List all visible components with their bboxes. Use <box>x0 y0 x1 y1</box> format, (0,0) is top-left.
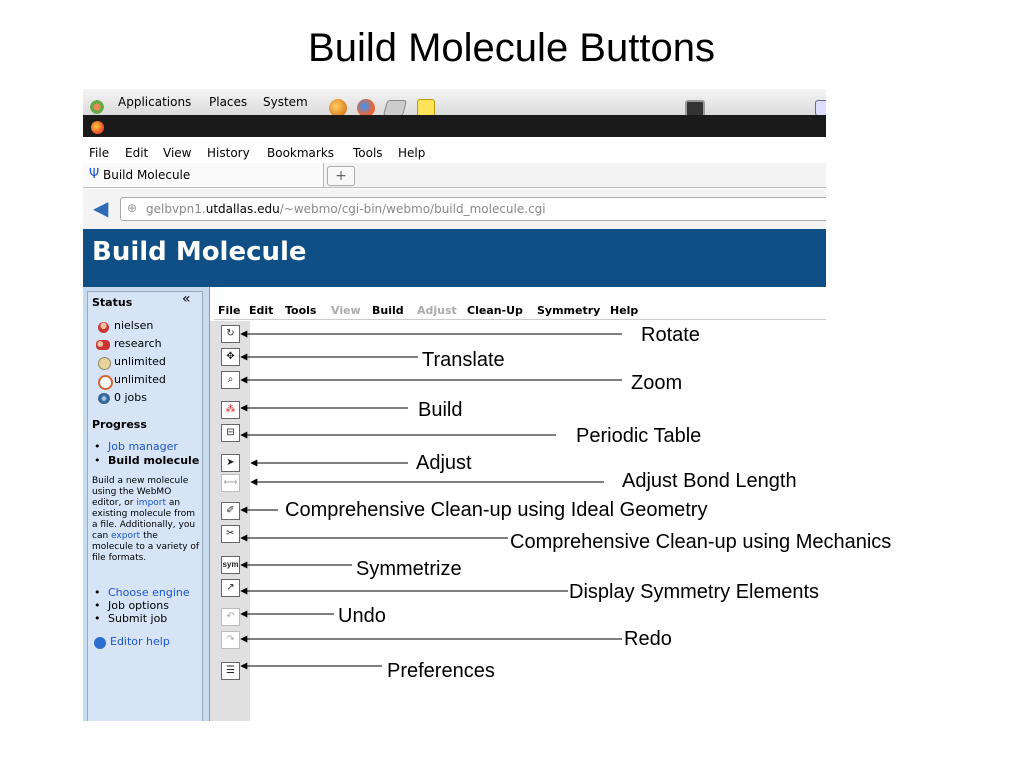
browser-menu-tools[interactable]: Tools <box>353 146 383 160</box>
editor-menu-view[interactable]: View <box>331 304 361 317</box>
status-group: research <box>114 337 162 350</box>
menu-places[interactable]: Places <box>209 95 248 109</box>
callout-symmetrize: Symmetrize <box>356 558 462 580</box>
webmo-tab-icon: Ψ <box>89 167 100 182</box>
pointer-icon: ➤ <box>226 457 235 468</box>
url-path: /~webmo/cgi-bin/webmo/build_molecule.cgi <box>279 202 546 216</box>
url-domain: utdallas.edu <box>205 202 280 216</box>
browser-menu-help[interactable]: Help <box>398 146 426 160</box>
menu-system[interactable]: System <box>263 95 308 109</box>
editor-menu-build[interactable]: Build <box>372 304 404 317</box>
editor-menu-symmetry[interactable]: Symmetry <box>537 304 601 317</box>
broom-icon: ✐ <box>226 505 235 516</box>
editor-menu-cleanup[interactable]: Clean-Up <box>467 304 523 317</box>
plus-icon: + <box>335 168 347 184</box>
browser-menu-file[interactable]: File <box>89 146 110 160</box>
status-jobs: 0 jobs <box>114 391 147 404</box>
back-arrow-icon[interactable]: ◀ <box>93 196 109 220</box>
url-host: gelbvpn1. <box>146 202 206 216</box>
wrench-icon: ✂ <box>226 528 235 539</box>
page-title: Build Molecule <box>92 237 307 267</box>
status-cpu-limit: unlimited <box>114 373 166 386</box>
browser-menu-history[interactable]: History <box>207 146 250 160</box>
periodic-table-icon: ⊟ <box>226 427 235 438</box>
globe-icon: ⊕ <box>127 201 138 215</box>
callout-cleanup-geometry: Comprehensive Clean-up using Ideal Geometry <box>285 499 708 521</box>
menu-applications[interactable]: Applications <box>118 95 192 109</box>
atom-icon: ⁂ <box>225 404 236 415</box>
list-icon: ☰ <box>226 665 235 676</box>
callout-zoom: Zoom <box>631 372 683 394</box>
description-text: Build a new molecule using the WebMO editor, or <box>92 476 189 508</box>
bullet-icon: • <box>94 599 101 612</box>
callout-redo: Redo <box>624 628 672 650</box>
callout-build: Build <box>418 399 463 421</box>
zoom-icon: ⌕ <box>227 374 234 385</box>
editor-menu-help[interactable]: Help <box>610 304 639 317</box>
bullet-icon: • <box>94 454 101 467</box>
callout-undo: Undo <box>338 605 386 627</box>
progress-heading: Progress <box>92 418 147 431</box>
bond-length-icon: ⟷ <box>223 477 238 488</box>
callout-periodic-table: Periodic Table <box>576 425 702 447</box>
export-link[interactable]: export <box>111 531 141 541</box>
job-manager-link[interactable]: Job manager <box>108 440 178 453</box>
editor-menu-file[interactable]: File <box>218 304 241 317</box>
callout-preferences: Preferences <box>387 660 495 682</box>
rotate-icon: ↻ <box>226 328 235 339</box>
editor-help-link[interactable]: Editor help <box>110 635 170 648</box>
status-heading: Status <box>92 296 133 309</box>
callout-adjust-bond-length: Adjust Bond Length <box>622 470 797 492</box>
import-link[interactable]: import <box>136 498 167 508</box>
submit-job-step: Submit job <box>108 612 168 625</box>
bullet-icon: • <box>94 612 101 625</box>
slide-title: Build Molecule Buttons <box>308 26 715 70</box>
callout-adjust: Adjust <box>416 452 472 474</box>
browser-menu-bookmarks[interactable]: Bookmarks <box>267 146 335 160</box>
tab-title: Build Molecule <box>103 168 191 182</box>
browser-menu-edit[interactable]: Edit <box>125 146 149 160</box>
editor-menu-edit[interactable]: Edit <box>249 304 274 317</box>
translate-icon: ✥ <box>226 351 235 362</box>
job-options-step: Job options <box>108 599 169 612</box>
callout-translate: Translate <box>422 349 505 371</box>
choose-engine-link[interactable]: Choose engine <box>108 586 190 599</box>
editor-menu-adjust[interactable]: Adjust <box>417 304 457 317</box>
build-molecule-step: Build molecule <box>108 454 200 467</box>
collapse-button[interactable]: « <box>182 291 191 307</box>
description-text: the molecule to a variety of file formats. <box>92 531 200 563</box>
callout-cleanup-mechanics: Comprehensive Clean-up using Mechanics <box>510 531 892 553</box>
redo-icon: ↷ <box>226 634 235 645</box>
bullet-icon: • <box>94 440 101 453</box>
description-text: an existing molecule from a file. Additionally, you can <box>92 498 196 541</box>
callout-rotate: Rotate <box>641 324 700 346</box>
bullet-icon: • <box>94 586 101 599</box>
status-time-limit: unlimited <box>114 355 166 368</box>
callout-display-symmetry: Display Symmetry Elements <box>569 581 820 603</box>
browser-menu-view[interactable]: View <box>163 146 192 160</box>
editor-menu-tools[interactable]: Tools <box>285 304 317 317</box>
undo-icon: ↶ <box>226 611 235 622</box>
symmetrize-icon: sym <box>222 560 239 569</box>
status-user: nielsen <box>114 319 154 332</box>
symmetry-elements-icon: ↗ <box>226 582 235 593</box>
